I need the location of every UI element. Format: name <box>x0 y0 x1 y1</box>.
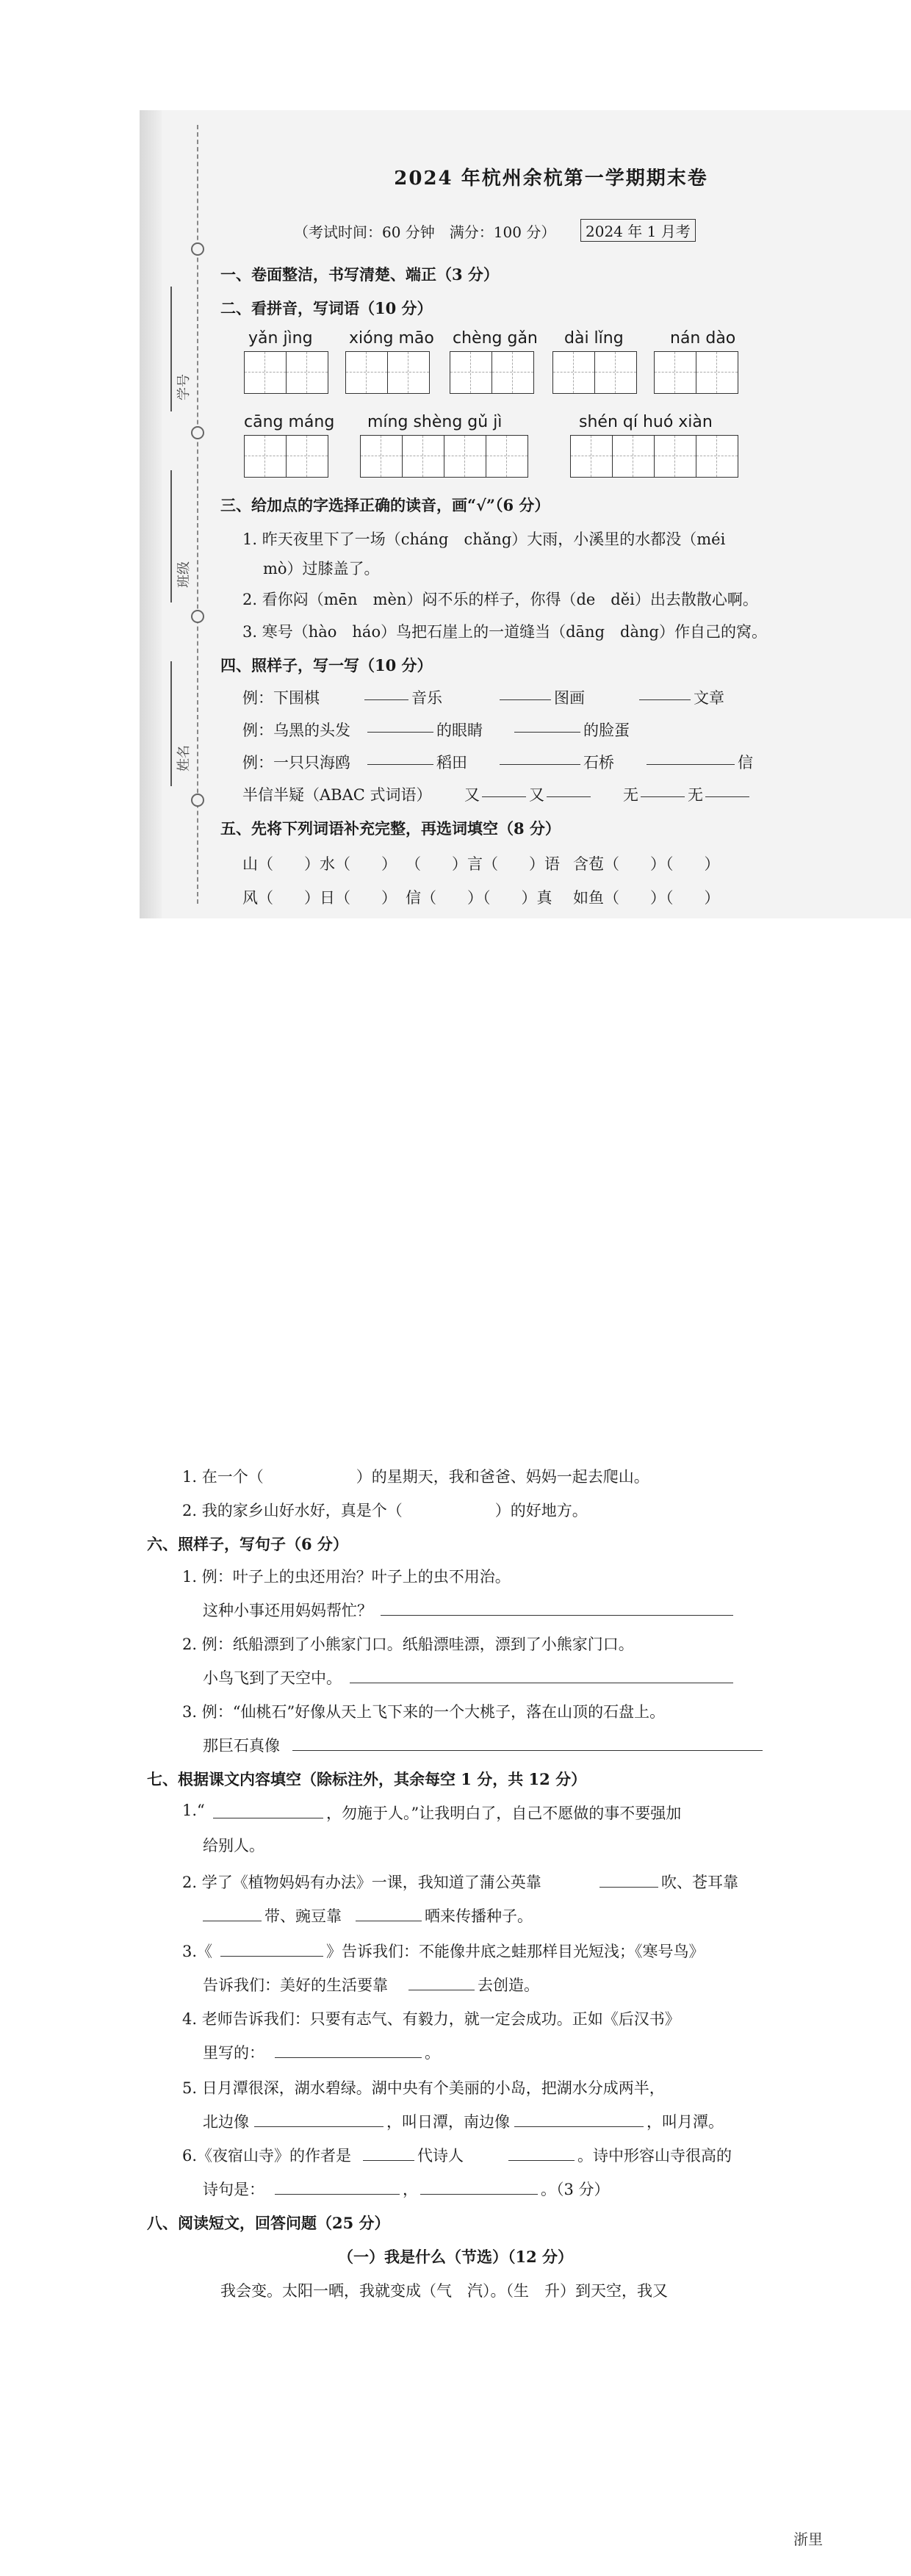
pinyin-6: cāng máng <box>244 413 335 431</box>
s4-word: 的脸蛋 <box>583 722 630 739</box>
s4-word: 又 <box>529 786 544 804</box>
cut-line <box>197 125 198 904</box>
binding-edge <box>140 110 162 918</box>
section-2-title: 二、看拼音，写词语（10 分） <box>220 299 433 317</box>
section-5-title: 五、先将下列词语补充完整，再选词填空（8 分） <box>220 819 561 838</box>
s4-word: 音乐 <box>411 689 442 707</box>
s7-q3-text: 3.《 <box>182 1943 213 1960</box>
s6-example-3: 3. 例：“仙桃石”好像从天上飞下来的一个大桃子，落在山顶的石盘上。 <box>182 1703 666 1721</box>
idiom-blank: 含苞（ ）（ ） <box>573 855 720 873</box>
section-4-title: 四、照样子，写一写（10 分） <box>220 656 433 674</box>
answer-blank[interactable] <box>220 1956 323 1957</box>
answer-blank[interactable] <box>367 732 433 733</box>
s4-word: 信 <box>738 754 753 771</box>
char-grid-6[interactable] <box>244 435 328 478</box>
s7-q1-text: ，勿施于人。”让我明白了，自己不愿做的事不要强加 <box>326 1805 682 1822</box>
s5-question-2: 2. 我的家乡山好水好，真是个（ ）的好地方。 <box>182 1502 588 1519</box>
answer-blank[interactable] <box>641 796 685 797</box>
answer-blank[interactable] <box>500 764 580 765</box>
s7-q3-text: 》告诉我们：不能像井底之蛙那样目光短浅；《寒号鸟》 <box>326 1943 705 1960</box>
char-grid-8[interactable] <box>570 435 738 478</box>
s7-q2-text: 晒来传播种子。 <box>425 1907 533 1925</box>
reading-subtitle: （一）我是什么（节选）（12 分） <box>337 2248 574 2266</box>
name-line <box>170 661 172 786</box>
idiom-blank: 如鱼（ ）（ ） <box>573 889 720 907</box>
answer-blank[interactable] <box>500 699 551 700</box>
s7-q5-text: ，叫日潭，南边像 <box>386 2113 510 2131</box>
s7-q6-text: 。诗中形容山寺很高的 <box>577 2147 732 2165</box>
s7-q1-text: 给别人。 <box>203 1837 264 1854</box>
answer-blank[interactable] <box>599 1887 658 1888</box>
s4-word: 稻田 <box>436 754 467 771</box>
s7-q3-text: 告诉我们：美好的生活要靠 <box>203 1976 388 1994</box>
pinyin-7: míng shèng gǔ jì <box>367 413 503 431</box>
s7-q6-text: 。（3 分） <box>541 2181 610 2198</box>
answer-blank[interactable] <box>705 796 749 797</box>
s4-word: 无 <box>623 786 638 804</box>
s7-q6-text: 诗句是： <box>203 2181 264 2198</box>
s6-example-2: 2. 例：纸船漂到了小熊家门口。纸船漂哇漂，漂到了小熊家门口。 <box>182 1636 634 1653</box>
char-grid-4[interactable] <box>552 351 637 394</box>
s3-question-1b: mò）过膝盖了。 <box>263 560 380 578</box>
s5-question-1: 1. 在一个（ ）的星期天，我和爸爸、妈妈一起去爬山。 <box>182 1468 649 1486</box>
s4-word: 的眼睛 <box>436 722 483 739</box>
s7-q3-text: 去创造。 <box>478 1976 539 1994</box>
char-grid-2[interactable] <box>345 351 430 394</box>
answer-blank[interactable] <box>363 2160 414 2161</box>
binding-hole <box>191 426 204 439</box>
s7-q6-text: 代诗人 <box>417 2147 464 2165</box>
answer-blank[interactable] <box>420 2194 538 2195</box>
reading-paragraph: 我会变。太阳一晒，我就变成（气 汽）。（生 升）到天空，我又 <box>220 2282 668 2300</box>
s4-word: 文章 <box>694 689 724 707</box>
answer-blank[interactable] <box>275 2057 422 2058</box>
exam-title: 2024 年杭州余杭第一学期期末卷 <box>394 168 708 190</box>
s3-question-3: 3. 寒号（hào háo）鸟把石崖上的一道缝当（dāng dàng）作自己的窝。 <box>242 623 767 641</box>
idiom-blank: （ ）言（ ）语 <box>406 855 560 873</box>
answer-blank[interactable] <box>254 2126 384 2127</box>
pinyin-2: xióng māo <box>349 329 434 348</box>
s3-question-1a: 1. 昨天夜里下了一场（cháng chǎng）大雨，小溪里的水都没（méi <box>242 530 726 548</box>
binding-hole <box>191 794 204 807</box>
section-3-title: 三、给加点的字选择正确的读音，画“√”（6 分） <box>220 496 550 514</box>
s7-q6-text: ， <box>403 2181 418 2198</box>
char-grid-1[interactable] <box>244 351 328 394</box>
answer-blank[interactable] <box>514 2126 644 2127</box>
section-1-title: 一、卷面整洁，书写清楚、端正（3 分） <box>220 265 499 284</box>
s7-q2-text: 带、豌豆靠 <box>264 1907 342 1925</box>
answer-blank[interactable] <box>364 699 408 700</box>
s4-example-4: 半信半疑（ABAC 式词语） <box>242 786 432 804</box>
section-6-title: 六、照样子，写句子（6 分） <box>147 1535 348 1553</box>
s7-q6-text: 6.《夜宿山寺》的作者是 <box>182 2147 352 2165</box>
binding-hole <box>191 610 204 623</box>
s7-q2-text: 吹、苍耳靠 <box>661 1874 738 1891</box>
s6-prompt-2: 小鸟飞到了天空中。 <box>203 1669 342 1687</box>
s7-q4-text: 4. 老师告诉我们：只要有志气、有毅力，就一定会成功。正如《后汉书》 <box>182 2010 680 2028</box>
s4-word: 无 <box>688 786 703 804</box>
answer-blank[interactable] <box>547 796 591 797</box>
s6-prompt-1: 这种小事还用妈妈帮忙？ <box>203 1602 372 1619</box>
binding-hole <box>191 242 204 256</box>
answer-line[interactable] <box>381 1615 733 1616</box>
s6-prompt-3: 那巨石真像 <box>203 1737 280 1755</box>
name-label: 姓名 <box>176 745 192 771</box>
pinyin-8: shén qí huó xiàn <box>579 413 713 431</box>
s7-q2-text: 2. 学了《植物妈妈有办法》一课，我知道了蒲公英靠 <box>182 1874 541 1891</box>
class-line <box>170 470 172 602</box>
idiom-blank: 山（ ）水（ ） <box>242 855 397 873</box>
exam-date-box: 2024 年 1 月考 <box>580 219 696 242</box>
s7-q4-text: 里写的： <box>203 2044 264 2062</box>
s4-word: 图画 <box>554 689 585 707</box>
char-grid-3[interactable] <box>450 351 534 394</box>
s7-q5-text: 5. 日月潭很深，湖水碧绿。湖中央有个美丽的小岛，把湖水分成两半， <box>182 2079 665 2097</box>
s4-word: 又 <box>464 786 480 804</box>
s4-example-1: 例：下围棋 <box>242 689 320 707</box>
char-grid-5[interactable] <box>654 351 738 394</box>
class-label: 班级 <box>176 561 192 588</box>
pinyin-4: dài lǐng <box>564 329 624 348</box>
answer-blank[interactable] <box>367 764 433 765</box>
student-id-line <box>170 287 172 411</box>
student-id-label: 学号 <box>176 374 192 400</box>
s6-example-1: 1. 例：叶子上的虫还用治？叶子上的虫不用治。 <box>182 1568 511 1586</box>
s4-example-2: 例：乌黑的头发 <box>242 722 350 739</box>
s7-q4-text: 。 <box>425 2044 440 2062</box>
pinyin-5: nán dào <box>670 329 736 348</box>
footer-region-label: 浙里 <box>793 2530 823 2548</box>
pinyin-1: yǎn jìng <box>248 329 313 348</box>
answer-blank[interactable] <box>482 796 526 797</box>
s4-word: 石桥 <box>583 754 614 771</box>
answer-blank[interactable] <box>508 2160 575 2161</box>
answer-blank[interactable] <box>275 2194 400 2195</box>
answer-blank[interactable] <box>647 764 735 765</box>
s7-q5-text: 北边像 <box>203 2113 249 2131</box>
s4-example-3: 例：一只只海鸥 <box>242 754 350 771</box>
exam-info: （考试时间：60 分钟 满分：100 分） <box>294 223 556 241</box>
s3-question-2: 2. 看你闷（mēn mèn）闷不乐的样子，你得（de děi）出去散散心啊。 <box>242 591 758 608</box>
s7-q1-text: 1.“ <box>182 1802 205 1819</box>
section-7-title: 七、根据课文内容填空（除标注外，其余每空 1 分，共 12 分） <box>147 1770 587 1788</box>
char-grid-7[interactable] <box>360 435 528 478</box>
section-8-title: 八、阅读短文，回答问题（25 分） <box>147 2214 390 2232</box>
answer-line[interactable] <box>292 1750 763 1751</box>
pinyin-3: chèng gǎn <box>453 329 538 348</box>
s7-q5-text: ，叫月潭。 <box>647 2113 724 2131</box>
answer-blank[interactable] <box>514 732 580 733</box>
idiom-blank: 风（ ）日（ ） <box>242 889 397 907</box>
idiom-blank: 信（ ）（ ）真 <box>406 889 552 907</box>
answer-blank[interactable] <box>639 699 691 700</box>
